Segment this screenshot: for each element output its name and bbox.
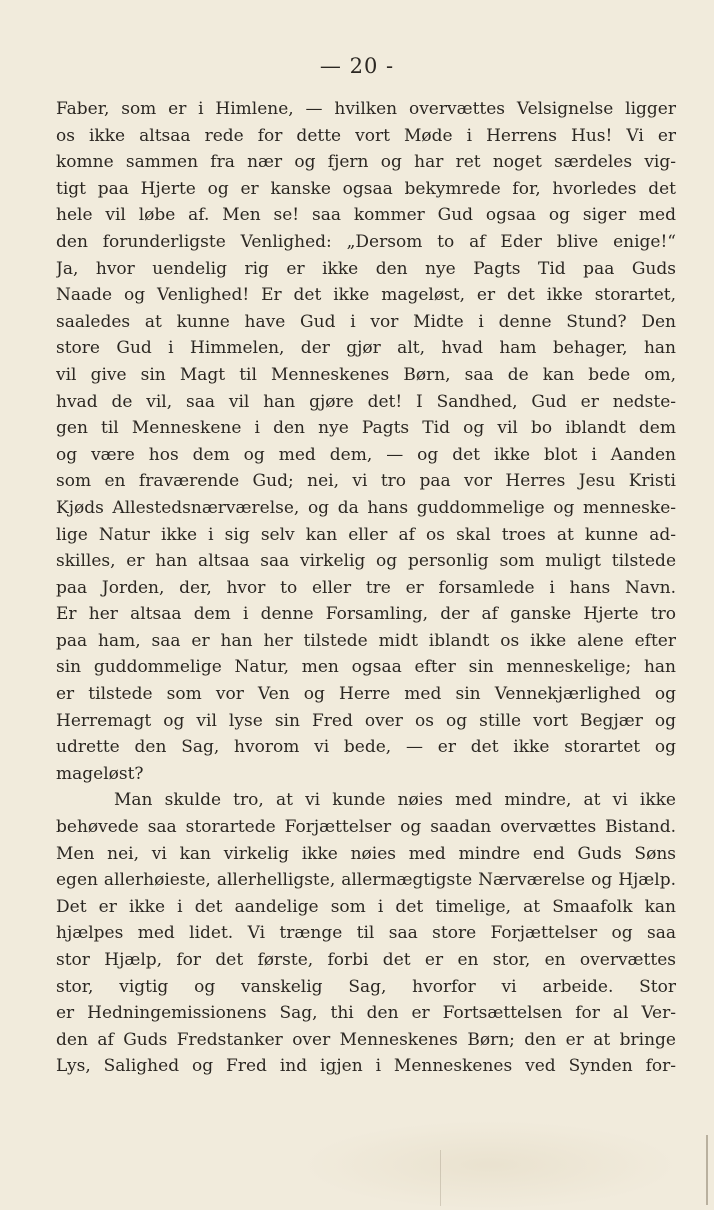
text-line: paa Jorden, der, hvor to eller tre er forsamlede i hans Navn. bbox=[56, 577, 676, 598]
text-line: er Hedningemissionens Sag, thi den er Fortsættelsen for al Ver- bbox=[56, 1003, 676, 1024]
paragraph-start-line: Man skulde tro, at vi kunde nøies med mindre, at vi ikke bbox=[114, 790, 676, 811]
text-line: Faber, som er i Himlene, — hvilken overvættes Velsignelse ligger bbox=[56, 99, 676, 119]
text-line: som en fraværende Gud; nei, vi tro paa vor Herres Jesu Kristi bbox=[56, 471, 676, 492]
text-line: komne sammen fra nær og fjern og har ret noget særdeles vig- bbox=[56, 152, 676, 173]
text-line: egen allerhøieste, allerhelligste, allermægtigste Nærværelse og Hjælp. bbox=[56, 870, 676, 891]
paper-crease bbox=[440, 1150, 441, 1206]
text-line: behøvede saa storartede Forjættelser og saadan overvættes Bistand. bbox=[56, 817, 676, 838]
text-line: Er her altsaa dem i denne Forsamling, der af ganske Hjerte tro bbox=[56, 604, 676, 625]
text-line: vil give sin Magt til Menneskenes Børn, saa de kan bede om, bbox=[56, 364, 676, 385]
text-line: udrette den Sag, hvorom vi bede, — er det ikke storartet og bbox=[56, 737, 676, 758]
text-line: gen til Menneskene i den nye Pagts Tid og vil bo iblandt dem bbox=[56, 418, 676, 439]
text-line: hele vil løbe af. Men se! saa kommer Gud ogsaa og siger med bbox=[56, 205, 676, 226]
text-line: Herremagt og vil lyse sin Fred over os og stille vort Begjær og bbox=[56, 710, 676, 731]
text-line: skilles, er han altsaa saa virkelig og personlig som muligt tilstede bbox=[56, 551, 676, 572]
text-line: hjælpes med lidet. Vi trænge til saa store Forjættelser og saa bbox=[56, 923, 676, 944]
text-line: mageløst? bbox=[56, 763, 144, 784]
text-line: Kjøds Allestedsnærværelse, og da hans guddommelige og menneske- bbox=[56, 497, 676, 518]
text-line: store Gud i Himmelen, der gjør alt, hvad ham behager, han bbox=[56, 338, 676, 359]
text-line: Men nei, vi kan virkelig ikke nøies med mindre end Guds Søns bbox=[56, 843, 676, 864]
text-line: den af Guds Fredstanker over Menneskenes Børn; den er at bringe bbox=[56, 1029, 676, 1050]
paper-stain bbox=[300, 1120, 680, 1210]
text-line: Det er ikke i det aandelige som i det timelige, at Smaafolk kan bbox=[56, 896, 676, 917]
page-edge-mark bbox=[706, 1135, 708, 1205]
text-line: er tilstede som vor Ven og Herre med sin Vennekjærlighed og bbox=[56, 684, 676, 705]
text-line: saaledes at kunne have Gud i vor Midte i denne Stund? Den bbox=[56, 311, 676, 332]
text-line: og være hos dem og med dem, — og det ikke blot i Aanden bbox=[56, 444, 676, 465]
text-line: den forunderligste Venlighed: „Dersom to af Eder blive enige!“ bbox=[56, 231, 676, 252]
text-line: stor Hjælp, for det første, forbi det er en stor, en overvættes bbox=[56, 950, 676, 970]
page-number: — 20 - bbox=[319, 54, 395, 78]
text-line: Naade og Venlighed! Er det ikke mageløst, er det ikke storartet, bbox=[56, 285, 676, 306]
text-line: stor, vigtig og vanskelig Sag, hvorfor vi arbeide. Stor bbox=[56, 976, 676, 997]
text-line: lige Natur ikke i sig selv kan eller af os skal troes at kunne ad- bbox=[56, 524, 676, 545]
body-text bbox=[56, 96, 676, 1080]
text-line: tigt paa Hjerte og er kanske ogsaa bekymrede for, hvorledes det bbox=[56, 178, 676, 199]
text-line: Ja, hvor uendelig rig er ikke den nye Pagts Tid paa Guds bbox=[56, 258, 676, 279]
text-line: sin guddommelige Natur, men ogsaa efter sin menneskelige; han bbox=[56, 657, 676, 678]
text-line: os ikke altsaa rede for dette vort Møde i Herrens Hus! Vi er bbox=[56, 125, 676, 146]
text-line: Lys, Salighed og Fred ind igjen i Menneskenes ved Synden for- bbox=[56, 1056, 676, 1077]
text-line: hvad de vil, saa vil han gjøre det! I Sandhed, Gud er nedste- bbox=[56, 391, 676, 412]
text-line: paa ham, saa er han her tilstede midt iblandt os ikke alene efter bbox=[56, 630, 676, 651]
